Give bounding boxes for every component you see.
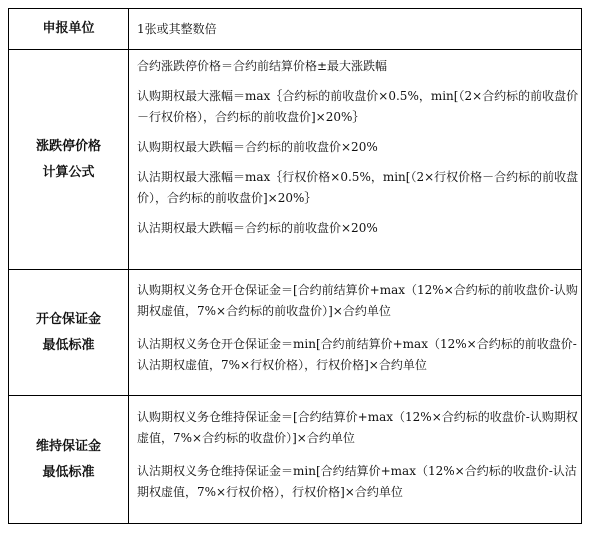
content-paragraph: 认沽期权最大跌幅＝合约标的前收盘价×20%	[137, 221, 378, 235]
table-row	[9, 9, 582, 50]
row-label-declaration-unit	[9, 9, 129, 50]
content-paragraph: 1张或其整数倍	[137, 21, 217, 36]
label-line: 最低标准	[42, 464, 95, 480]
table-row	[9, 50, 582, 270]
label-line: 计算公式	[42, 164, 95, 180]
content-paragraph: 认购期权最大跌幅＝合约标的前收盘价×20%	[137, 140, 378, 154]
content-paragraph: 认购期权义务仓开仓保证金＝[合约前结算价+max（12%×合约标的前收盘价-认购期权虚值，7%×合约标的前收盘价）]×合约单位	[137, 283, 578, 318]
row-label-price-limit-formula	[9, 50, 129, 270]
table-row	[9, 270, 582, 396]
content-paragraph: 合约涨跌停价格＝合约前结算价格±最大涨跌幅	[137, 59, 388, 73]
label-line: 开仓保证金	[35, 311, 101, 327]
spec-table	[8, 8, 582, 524]
content-paragraph: 认购期权义务仓维持保证金＝[合约结算价+max（12%×合约标的收盘价-认购期权虚值，7%×合约标的收盘价）]×合约单位	[137, 410, 578, 445]
label-line: 维持保证金	[35, 438, 101, 454]
row-content-opening-margin	[129, 270, 582, 396]
content-paragraph: 认沽期权最大涨幅＝max｛行权价格×0.5%，min[（2×行权价格－合约标的前收盘价），合约标的前收盘价]×20%｝	[137, 170, 579, 205]
row-content-price-limit-formula	[129, 50, 582, 270]
table-row	[9, 396, 582, 524]
label-line: 最低标准	[42, 337, 95, 353]
content-paragraph: 认购期权最大涨幅＝max｛合约标的前收盘价×0.5%，min[（2×合约标的前收盘价－行权价格），合约标的前收盘价]×20%｝	[137, 89, 579, 124]
row-label-maintenance-margin	[9, 396, 129, 524]
row-label-opening-margin	[9, 270, 129, 396]
content-paragraph: 认沽期权义务仓开仓保证金＝min[合约前结算价+max（12%×合约标的前收盘价-认沽期权虚值，7%×行权价格），行权价格]×合约单位	[137, 337, 577, 372]
label-line: 涨跌停价格	[35, 138, 101, 154]
label-line: 申报单位	[42, 21, 95, 36]
row-content-declaration-unit	[129, 9, 582, 50]
row-content-maintenance-margin	[129, 396, 582, 524]
content-paragraph: 认沽期权义务仓维持保证金＝min[合约结算价+max（12%×合约标的收盘价-认沽期权虚值，7%×行权价格），行权价格]×合约单位	[137, 464, 577, 499]
